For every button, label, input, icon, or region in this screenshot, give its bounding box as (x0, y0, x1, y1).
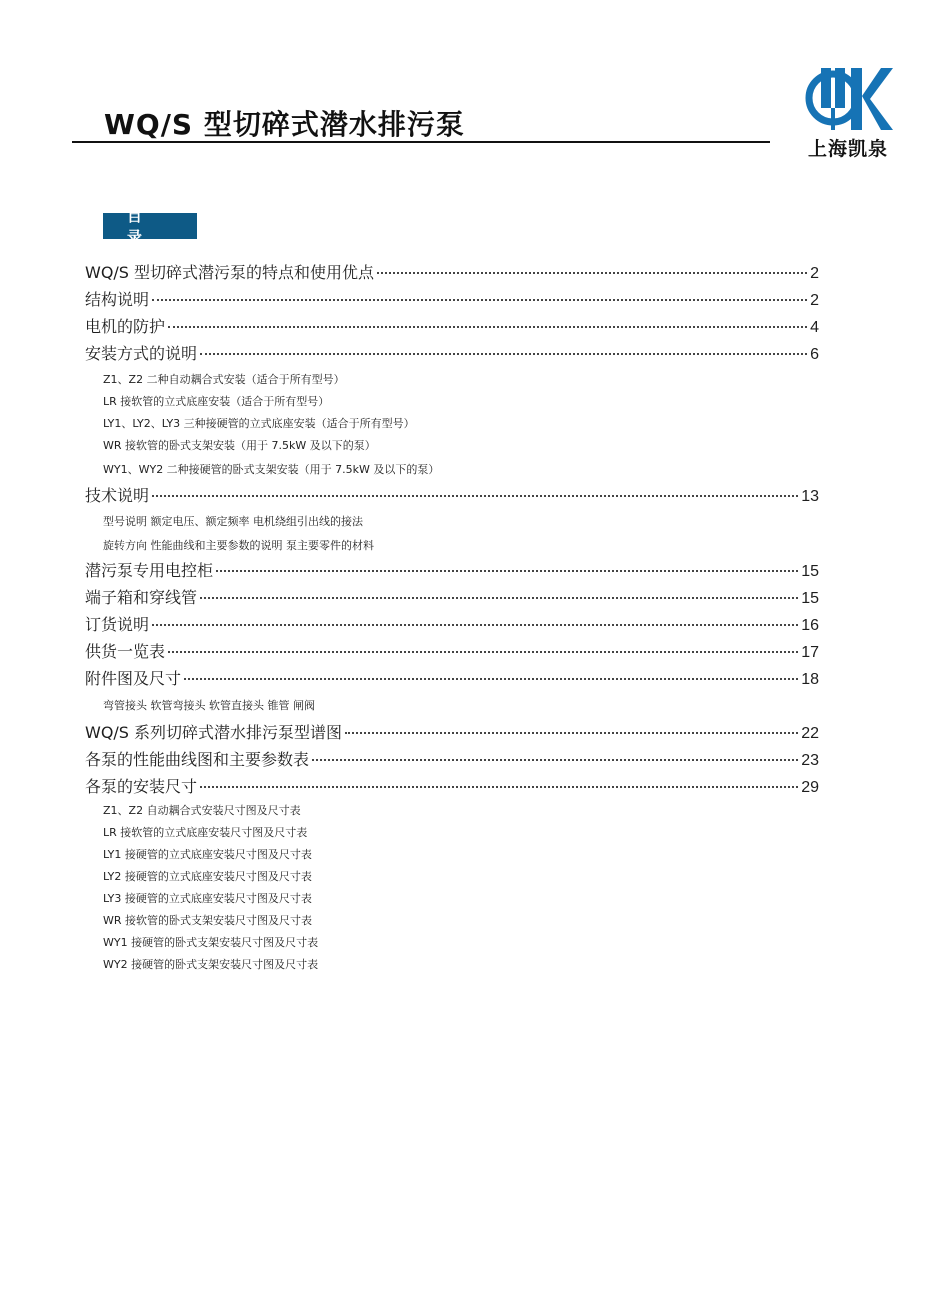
toc-entry[interactable] (85, 290, 819, 311)
toc-subitem: LY3 接硬管的立式底座安装尺寸图及尺寸表 (103, 892, 312, 905)
toc-subitem: LR 接软管的立式底座安装（适合于所有型号） (103, 395, 330, 408)
toc-entry-label: 附件图及尺寸 (85, 669, 182, 688)
toc-entry-label: 结构说明 (85, 290, 150, 309)
toc-entry[interactable] (85, 750, 819, 771)
toc-entry-page: 15 (801, 590, 819, 607)
toc-entry-label: 技术说明 (85, 486, 150, 505)
toc-entry-page: 2 (810, 292, 819, 309)
toc-subitem: LR 接软管的立式底座安装尺寸图及尺寸表 (103, 826, 308, 839)
dot-leader (152, 299, 807, 301)
toc-entry-page: 6 (810, 346, 819, 363)
toc-entry-page: 29 (801, 779, 819, 796)
toc-subitem: 旋转方向 性能曲线和主要参数的说明 泵主要零件的材料 (103, 539, 374, 552)
toc-subitem: WY1 接硬管的卧式支架安装尺寸图及尺寸表 (103, 936, 319, 949)
toc-entry-label: 安装方式的说明 (85, 344, 198, 363)
dot-leader (200, 597, 798, 599)
toc-entry-page: 16 (801, 617, 819, 634)
toc-entry-page: 13 (801, 488, 819, 505)
toc-entry[interactable] (85, 777, 819, 798)
toc-entry-label: 潜污泵专用电控柜 (85, 561, 214, 580)
company-logo (803, 66, 893, 158)
toc-entry-label: WQ/S 型切碎式潜污泵的特点和使用优点 (85, 263, 375, 282)
dot-leader (200, 786, 798, 788)
toc-entry-page: 22 (801, 725, 819, 742)
toc-subitem: WY2 接硬管的卧式支架安装尺寸图及尺寸表 (103, 958, 319, 971)
toc-subitem: WR 接软管的卧式支架安装尺寸图及尺寸表 (103, 914, 313, 927)
dot-leader (168, 651, 798, 653)
toc-entry-label: 供货一览表 (85, 642, 166, 661)
toc-entry-page: 2 (810, 265, 819, 282)
dot-leader (216, 570, 798, 572)
toc-entry[interactable] (85, 486, 819, 507)
dot-leader (168, 326, 807, 328)
toc-entry[interactable] (85, 723, 819, 744)
logo-text: 上海凯泉 (807, 138, 888, 160)
toc-entry-page: 15 (801, 563, 819, 580)
toc-subitem: LY1 接硬管的立式底座安装尺寸图及尺寸表 (103, 848, 312, 861)
toc-entry[interactable] (85, 588, 819, 609)
toc-entry-label: WQ/S 系列切碎式潜水排污泵型谱图 (85, 723, 343, 742)
toc-entry-label: 端子箱和穿线管 (85, 588, 198, 607)
toc-entry-page: 18 (801, 671, 819, 688)
toc-entry[interactable] (85, 615, 819, 636)
toc-entry-label: 电机的防护 (85, 317, 166, 336)
dot-leader (152, 495, 798, 497)
toc-subitem: LY2 接硬管的立式底座安装尺寸图及尺寸表 (103, 870, 312, 883)
toc-subitem: WR 接软管的卧式支架安装（用于 7.5kW 及以下的泵） (103, 439, 376, 452)
dot-leader (312, 759, 798, 761)
toc-entry[interactable] (85, 263, 819, 284)
title-rule (72, 141, 770, 143)
toc-entry-label: 订货说明 (85, 615, 150, 634)
toc-entry-page: 23 (801, 752, 819, 769)
dot-leader (184, 678, 798, 680)
toc-entry-page: 4 (810, 319, 819, 336)
toc-heading: 目录 (103, 213, 197, 239)
toc-entry-label: 各泵的安装尺寸 (85, 777, 198, 796)
dot-leader (200, 353, 807, 355)
document-title: WQ/S 型切碎式潜水排污泵 (104, 108, 465, 141)
toc-subitem: Z1、Z2 自动耦合式安装尺寸图及尺寸表 (103, 804, 301, 817)
toc-entry-page: 17 (801, 644, 819, 661)
toc-subitem: Z1、Z2 二种自动耦合式安装（适合于所有型号） (103, 373, 345, 386)
toc-entry-label: 各泵的性能曲线图和主要参数表 (85, 750, 310, 769)
toc-entry[interactable] (85, 642, 819, 663)
toc-subitem: WY1、WY2 二种接硬管的卧式支架安装（用于 7.5kW 及以下的泵） (103, 463, 440, 476)
toc-subitem: 弯管接头 软管弯接头 软管直接头 锥管 闸阀 (103, 699, 315, 712)
toc-subitem: 型号说明 额定电压、额定频率 电机绕组引出线的接法 (103, 515, 363, 528)
toc-entry[interactable] (85, 317, 819, 338)
dot-leader (152, 624, 798, 626)
dot-leader (377, 272, 807, 274)
dot-leader (345, 732, 798, 734)
toc-entry[interactable] (85, 669, 819, 690)
logo-mark-icon (803, 66, 893, 132)
toc-entry[interactable] (85, 344, 819, 365)
toc-entry[interactable] (85, 561, 819, 582)
toc-subitem: LY1、LY2、LY3 三种接硬管的立式底座安装（适合于所有型号） (103, 417, 415, 430)
